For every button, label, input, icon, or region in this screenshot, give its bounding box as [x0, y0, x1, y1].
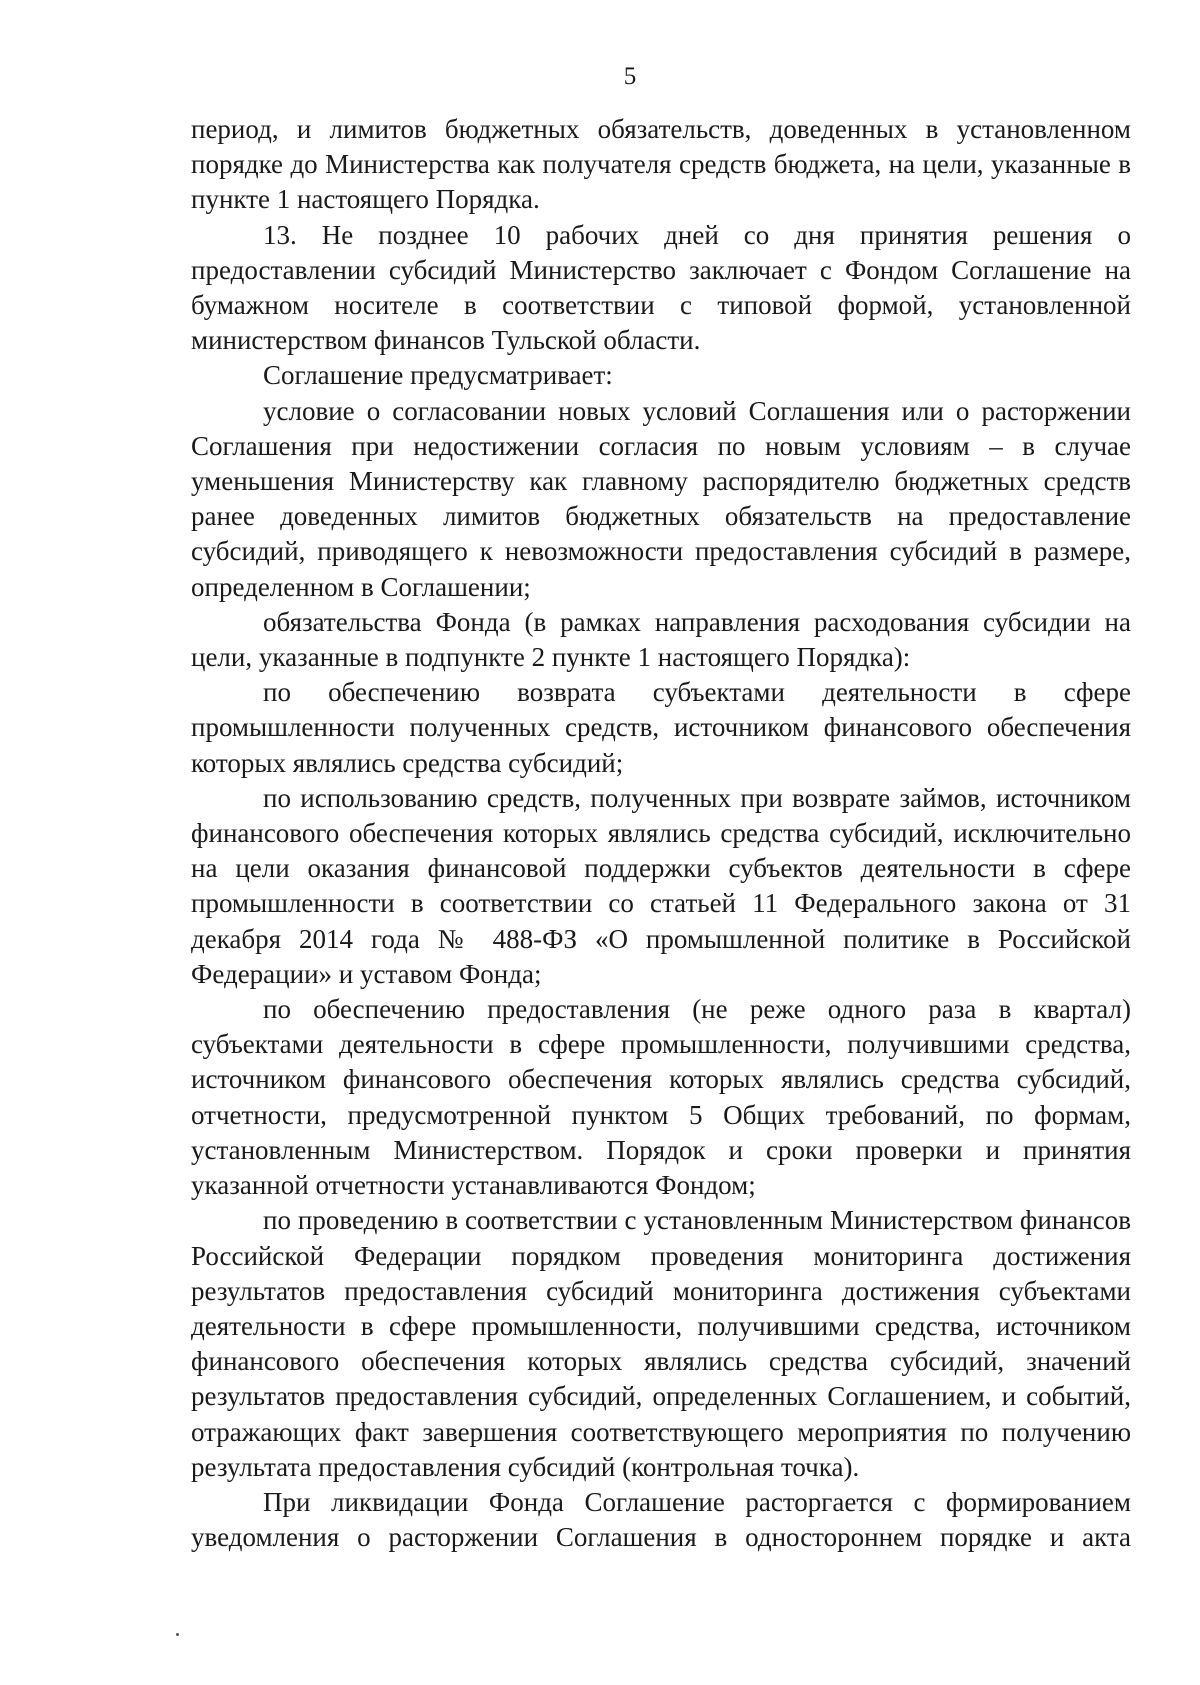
- paragraph-monitoring-obligation: по проведению в соответствии с установленным Министерством финансов Российской Федерации порядком проведения мониторинга достижения результатов предоставления субсидий мониторинга достижения субъектами деятельности в сфере промышленности, получившими средства, источником финансового обеспечения которых являлись средства субсидий, значений результатов предоставления субсидий, определенных Соглашением, и событий, отражающих факт завершения соответствующего мероприятия по получению результата предоставления субсидий (контрольная точка).: [191, 1205, 1131, 1482]
- paragraph-item-13: 13. Не позднее 10 рабочих дней со дня принятия решения о предоставлении субсидий Министерство заключает с Фондом Соглашение на бумажном носителе в соответствии с типовой формой, установленной министерством финансов Тульской области.: [191, 219, 1131, 356]
- paragraph-agreement-provides: Соглашение предусматривает:: [263, 360, 613, 391]
- document-body: [191, 112, 1131, 1555]
- paragraph-liquidation: При ликвидации Фонда Соглашение расторгается с формированием уведомления о расторжении Соглашения в одностороннем порядке и акта: [191, 1486, 1131, 1553]
- scan-speck: [176, 1633, 179, 1636]
- paragraph-return-obligation: по обеспечению возврата субъектами деятельности в сфере промышленности полученных средств, источником финансового обеспечения которых являлись средства субсидий;: [191, 677, 1131, 778]
- paragraph-condition: условие о согласовании новых условий Соглашения или о расторжении Соглашения при недостижении согласия по новым условиям – в случае уменьшения Министерству как главному распорядителю бюджетных средств ранее доведенных лимитов бюджетных обязательств на предоставление субсидий, приводящего к невозможности предоставления субсидий в размере, определенном в Соглашении;: [191, 395, 1131, 602]
- page-number: 5: [623, 63, 637, 90]
- paragraph-fund-obligations: обязательства Фонда (в рамках направления расходования субсидии на цели, указанные в подпункте 2 пункте 1 настоящего Порядка):: [191, 606, 1131, 673]
- paragraph-continuation: период, и лимитов бюджетных обязательств, доведенных в установленном порядке до Министерства как получателя средств бюджета, на цели, указанные в пункте 1 настоящего Порядка.: [191, 114, 1131, 215]
- paragraph-reporting-obligation: по обеспечению предоставления (не реже одного раза в квартал) субъектами деятельности в сфере промышленности, получившими средства, источником финансового обеспечения которых являлись средства субсидий, отчетности, предусмотренной пунктом 5 Общих требований, по формам, установленным Министерством. Порядок и сроки проверки и принятия указанной отчетности устанавливаются Фондом;: [191, 994, 1131, 1201]
- paragraph-usage-obligation: по использованию средств, полученных при возврате займов, источником финансового обеспечения которых являлись средства субсидий, исключительно на цели оказания финансовой поддержки субъектов деятельности в сфере промышленности в соответствии со статьей 11 Федерального закона от 31 декабря 2014 года № 488-ФЗ «О промышленной политике в Российской Федерации» и уставом Фонда;: [191, 782, 1131, 989]
